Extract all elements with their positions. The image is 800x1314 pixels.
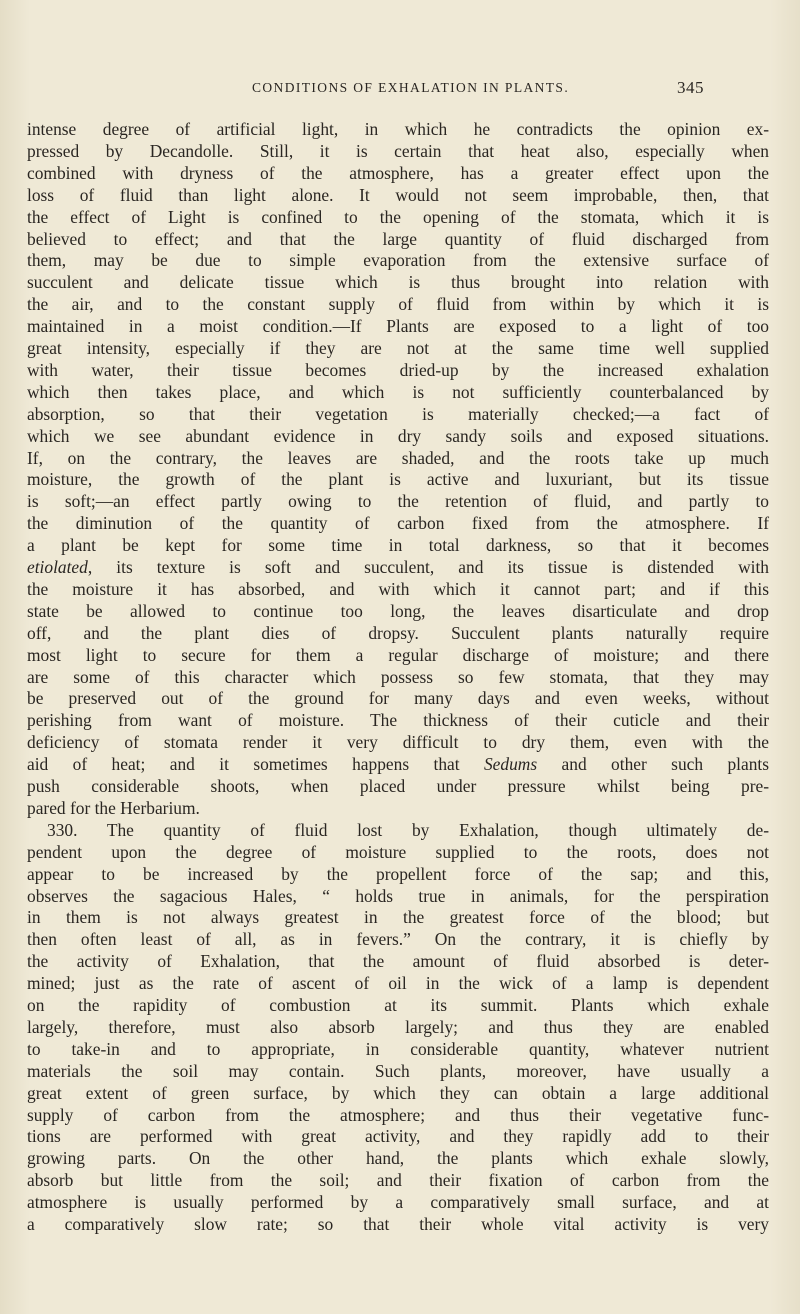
text-line: absorption, so that their vegetation is materially checked;—a fact of [27, 403, 769, 424]
text-line: are some of this character which possess so few stomata, that they may [27, 666, 769, 687]
text-line: materials the soil may contain. Such plants, moreover, have usually a [27, 1060, 769, 1081]
text-line: the diminution of the quantity of carbon fixed from the atmosphere. If [27, 513, 769, 534]
text-line: the effect of Light is confined to the opening of the stomata, which it is [27, 206, 769, 227]
text-line: to take-in and to appropriate, in considerable quantity, whatever nutrient [27, 1038, 769, 1059]
text-line: growing parts. On the other hand, the plants which exhale slowly, [27, 1148, 769, 1169]
text-line: loss of fluid than light alone. It would not seem improbable, then, that [27, 184, 769, 205]
text-line: a comparatively slow rate; so that their whole vital activity is very [27, 1214, 769, 1234]
text-line: mined; just as the rate of ascent of oil in the wick of a lamp is dependent [27, 973, 769, 994]
italic-term: etiolated [27, 557, 88, 577]
text-line: with water, their tissue becomes dried-up by the increased exhalation [27, 359, 769, 380]
text-line: atmosphere is usually performed by a comparatively small surface, and at [27, 1192, 769, 1213]
text-line: aid of heat; and it sometimes happens that Sedums and other such plants [27, 754, 769, 775]
text-line: them, may be due to simple evaporation from the extensive surface of [27, 250, 769, 271]
text-line: combined with dryness of the atmosphere, has a greater effect upon the [27, 162, 769, 183]
text-line: great extent of green surface, by which they can obtain a large additional [27, 1082, 769, 1103]
text-line: pared for the Herbarium. [27, 797, 200, 818]
text-line: perishing from want of moisture. The thickness of their cuticle and their [27, 710, 769, 731]
text-line: pendent upon the degree of moisture supplied to the roots, does not [27, 841, 769, 862]
text-line: observes the sagacious Hales, “ holds true in animals, for the perspiration [27, 885, 769, 906]
text-line: a plant be kept for some time in total darkness, so that it becomes [27, 535, 769, 556]
text-line: largely, therefore, must also absorb largely; and thus they are enabled [27, 1016, 769, 1037]
text-line: push considerable shoots, when placed under pressure whilst being pre- [27, 776, 769, 796]
text-line: great intensity, especially if they are not at the same time well supplied [27, 338, 769, 358]
text-line: most light to secure for them a regular discharge of moisture; and there [27, 644, 769, 665]
text-line: state be allowed to continue too long, the leaves disarticulate and drop [27, 600, 769, 621]
text-line: maintained in a moist condition.—If Plants are exposed to a light of too [27, 316, 769, 337]
text-line: moisture, the growth of the plant is active and luxuriant, but its tissue [27, 469, 769, 490]
text-line: pressed by Decandolle. Still, it is certain that heat also, especially when [27, 140, 769, 161]
text-line: 330. The quantity of fluid lost by Exhalation, though ultimately de- [47, 819, 769, 840]
running-head: CONDITIONS OF EXHALATION IN PLANTS. [252, 80, 570, 95]
text-line: tions are performed with great activity, and they rapidly add to their [27, 1126, 769, 1147]
text-line: believed to effect; and that the large quantity of fluid discharged from [27, 228, 769, 249]
text-line: succulent and delicate tissue which is thus brought into relation with [27, 272, 769, 293]
text-line: which then takes place, and which is not sufficiently counterbalanced by [27, 381, 769, 402]
text-line: If, on the contrary, the leaves are shaded, and the roots take up much [27, 447, 769, 468]
text-line: which we see abundant evidence in dry sandy soils and exposed situations. [27, 425, 769, 446]
text-line: intense degree of artificial light, in which he contradicts the opinion ex- [27, 119, 769, 139]
text-line: the moisture it has absorbed, and with which it cannot part; and if this [27, 578, 769, 599]
text-line: the air, and to the constant supply of fluid from within by which it is [27, 294, 769, 315]
text-line: is soft;—an effect partly owing to the retention of fluid, and partly to [27, 491, 769, 512]
page-number: 345 [677, 78, 704, 97]
text-line: deficiency of stomata render it very difficult to dry them, even with the [27, 732, 769, 753]
italic-term: Sedums [483, 754, 538, 775]
text-line: etiolated, its texture is soft and succulent, and its tissue is distended with [27, 557, 769, 577]
text-line: on the rapidity of combustion at its summit. Plants which exhale [27, 995, 769, 1015]
text-line: absorb but little from the soil; and their fixation of carbon from the [27, 1170, 769, 1191]
text-line: supply of carbon from the atmosphere; and thus their vegetative func- [27, 1104, 769, 1125]
text-line: the activity of Exhalation, that the amount of fluid absorbed is deter- [27, 951, 769, 972]
text-line: in them is not always greatest in the greatest force of the blood; but [27, 907, 769, 928]
text-line: then often least of all, as in fevers.” On the contrary, it is chiefly by [27, 929, 769, 950]
page-header [0, 78, 800, 102]
text-line: off, and the plant dies of dropsy. Succulent plants naturally require [27, 622, 769, 643]
text-line: appear to be increased by the propellent force of the sap; and this, [27, 863, 769, 884]
text-line: be preserved out of the ground for many days and even weeks, without [27, 688, 769, 709]
